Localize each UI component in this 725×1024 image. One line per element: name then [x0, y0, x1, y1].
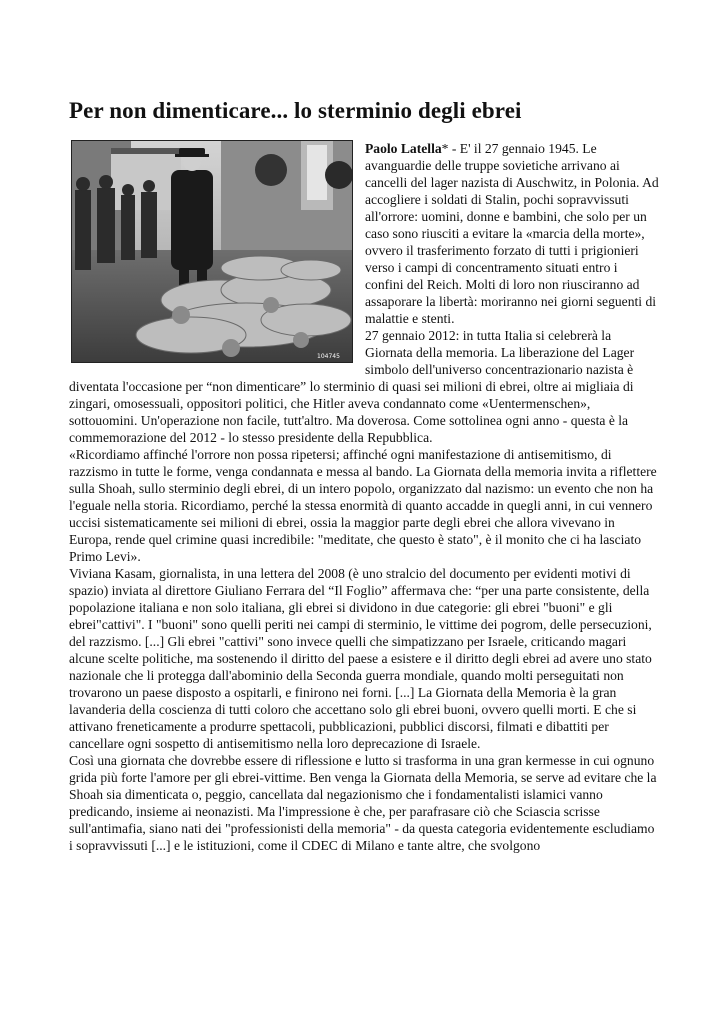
historical-photo-image	[71, 140, 353, 363]
article-title: Per non dimenticare... lo sterminio degli ebrei	[69, 98, 522, 123]
author-mark: *	[441, 141, 449, 156]
photo-stamp: 104745	[317, 353, 340, 360]
author-name: Paolo Latella	[365, 141, 442, 156]
article-body	[69, 140, 659, 854]
intro-text: - E' il 27 gennaio 1945. Le avanguardie delle truppe sovietiche arrivano ai cancelli del lager nazista di Auschwitz, in Polonia. Ad accogliere i soldati di Stalin, pochi sopravvissuti all'orrore: uomini, donne e bambini, che solo per un caso sono riusciti a evitare la «marcia della morte», ovvero il trasferimento forzato di tutti i prigionieri verso i campi di concentramento situati entro i confini del Reich. Molti di loro non riusciranno ad assaporare la libertà: moriranno nei giorni seguenti di malattie e stenti.	[365, 141, 659, 326]
paragraph: «Ricordiamo affinché l'orrore non possa ripetersi; affinché ogni manifestazione di antisemitismo, di razzismo in tutte le forme, venga condannata e messa al bando. La Giornata della memoria invita a riflettere sulla Shoah, sullo sterminio degli ebrei, di un intero popolo, organizzato dal nazismo: un evento che non ha l'eguale nella storia. Ricordiamo, perché la stessa enormità di quanto accadde in quegli anni, in cui vennero uccisi sistematicamente sei milioni di ebrei, ossia la maggior parte degli ebrei che allora vivevano in Europa, rende quel crimine quasi incredibile: "meditate, che questo è stato", è il monito che ci ha lasciato Primo Levi».	[69, 447, 657, 564]
paragraph: Viviana Kasam, giornalista, in una lettera del 2008 (è uno stralcio del documento per evidenti motivi di spazio) inviata al direttore Giuliano Ferrara del “Il Foglio” affermava che: “per una parte consistente, della popolazione italiana e non solo italiana, gli ebrei si dividono in due categorie: gli ebrei "buoni" e gli ebrei"cattivi". I "buoni" sono quelli periti nei campi di sterminio, le vittime dei pogrom, delle persecuzioni, del razzismo. [...] Gli ebrei "cattivi" sono invece quelli che simpatizzano per Israele, criticando magari alcune scelte politiche, ma sostenendo il diritto del paese a esistere e il diritto degli ebrei ad avere uno stato nazionale che li protegga dall'abominio della Seconda guerra mondiale, quando molti perseguitati non trovarono un paese disposto a ospitarli, e finirono nei forni. [...] La Giornata della Memoria è la gran lavanderia della coscienza di tutti coloro che accettano solo gli ebrei buoni, ovvero quelli morti. E che si attivano freneticamente a produrre spettacoli, pubblicazioni, pubblici discorsi, filmati e dibattiti per cancellare ogni sospetto di antisemitismo nella loro deprecazione di Israele.	[69, 566, 652, 751]
article	[69, 96, 659, 854]
paragraph: Così una giornata che dovrebbe essere di riflessione e lutto si trasforma in una gran kermesse in cui ognuno grida più forte l'amore per gli ebrei-vittime. Ben venga la Giornata della Memoria, se serve ad evitare che la Shoah sia dimenticata o, peggio, cancellata dal negazionismo che i fondamentalisti islamici vanno predicando, insieme ai neonazisti. Ma l'impressione è che, per parafrasare ciò che Sciascia scrisse sull'antimafia, siano nati dei "professionisti della memoria" - da questa categoria evidentemente escludiamo i sopravvissuti [...] e le istituzioni, come il CDEC di Milano e tante altre, che svolgono	[69, 753, 657, 853]
paragraph: 27 gennaio 2012: in tutta Italia si celebrerà la Giornata della memoria. La liberazione del Lager simbolo dell'universo concentrazionario nazista è diventata l'occasione per “non dimenticare” lo sterminio di quasi sei milioni di ebrei, oltre ai migliaia di zingari, omosessuali, oppositori politici, che Hitler aveva condannato come «Uentermenschen», sottouomini. Un'operazione non facile, tutt'altro. Ma doverosa. Come sottolinea ogni anno - questa è la commemorazione del 2012 - lo stesso presidente della Repubblica.	[69, 328, 635, 445]
